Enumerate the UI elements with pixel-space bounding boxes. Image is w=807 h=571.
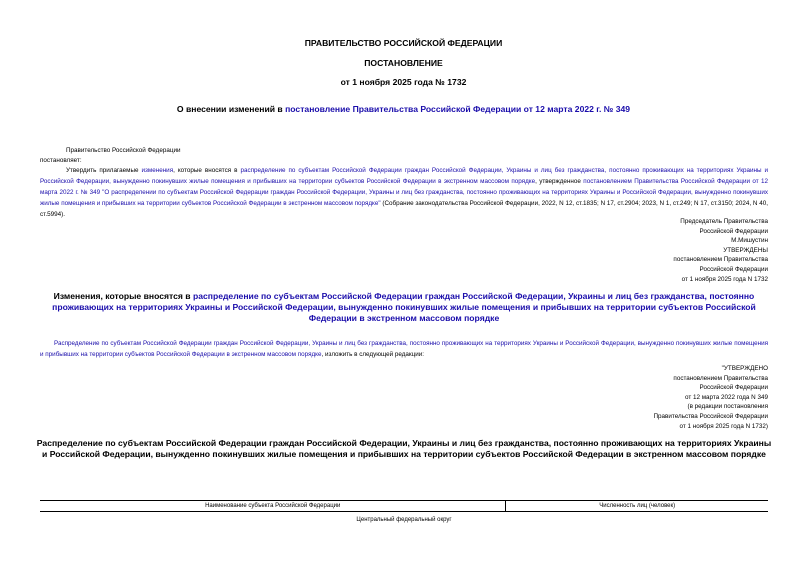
changes-paragraph — [40, 338, 768, 360]
approved-block-l7: от 1 ноября 2025 года N 1732) — [679, 422, 768, 430]
amended-act-link[interactable]: постановление Правительства Российской Федерации от 12 марта 2022 г. № 349 — [285, 104, 631, 114]
government-heading: ПРАВИТЕЛЬСТВО РОССИЙСКОЙ ФЕДЕРАЦИИ — [304, 38, 503, 48]
approved-block-l4: от 12 марта 2022 года N 349 — [684, 393, 768, 401]
main-text-4: (Собрание законодательства Российской Федерации, 2022, N 12, ст.1835; N 17, ст.2904; 2023, N 1, ст.249; N 17, ст.3150; 2024, N 40, ст.5994). — [40, 200, 768, 218]
signature-position1: Председатель Правительства — [680, 218, 768, 225]
changes-link[interactable]: изменения — [141, 167, 174, 174]
approved-block-l3: Российской Федерации — [699, 384, 768, 392]
main-text-1: Утвердить прилагаемые — [66, 167, 142, 174]
approved-label: УТВЕРЖДЕНЫ — [723, 246, 768, 254]
title-prefix: О внесении изменений в — [176, 104, 286, 114]
doc-type-heading: ПОСТАНОВЛЕНИЕ — [364, 58, 443, 68]
column-header-subject: Наименование субъекта Российской Федерации — [40, 501, 506, 512]
document-title — [0, 104, 807, 114]
approved-block — [508, 364, 768, 431]
approved-by2: Российской Федерации — [699, 265, 768, 273]
changes-paragraph-link[interactable]: Распределение по субъектам Российской Федерации граждан Российской Федерации, Украины и лиц без гражданства, постоянно проживающих на территориях Украины и Российской Федерации, вынужденно покинувших жилые помещения и прибывших на территории субъектов Российской Федерации в экстренном массовом порядке — [40, 340, 768, 358]
table-header-row — [40, 501, 768, 512]
federal-district-row: Центральный федеральный округ — [356, 517, 452, 523]
preamble-line1: Правительство Российской Федерации — [66, 147, 181, 154]
main-text-3: , утвержденное — [535, 178, 584, 185]
approved-block-l5: (в редакции постановления — [687, 403, 768, 411]
approved-date: от 1 ноября 2025 года N 1732 — [681, 275, 768, 283]
main-text-2: , которые вносятся в — [173, 167, 241, 174]
preamble-line2: постановляет: — [40, 157, 82, 164]
distribution-table — [40, 500, 768, 512]
resolution-349-link[interactable]: постановлением Правительства Российской Федерации от 12 марта 2022 г. № 349 "О распределении по субъектам Российской Федерации граждан Российской Федерации, Украины и лиц без гражданства, постоянно проживающих на территориях Украины и Российской Федерации, вынужденно покинувших жилые помещения и прибывших на территории субъектов Российской Федерации в экстренном массовом порядке" — [40, 178, 768, 207]
distribution-title: Распределение по субъектам Российской Федерации граждан Российской Федерации, Украины и лиц без гражданства, постоянно проживающих на территориях Украины и Российской Федерации, вынужденно покинувших жилые помещения и прибывших на территории субъектов Российской Федерации в экстренном массовом порядке — [36, 438, 772, 459]
signature-block — [508, 217, 768, 284]
changes-paragraph-rest: , изложить в следующей редакции: — [321, 351, 425, 358]
approved-by1: постановлением Правительства — [673, 256, 768, 264]
changes-title-link[interactable]: распределение по субъектам Российской Федерации граждан Российской Федерации, Украины и лиц без гражданства, постоянно проживающих на территориях Украины и Российской Федерации, вынужденно покинувших жилые помещения и прибывших на территории субъектов Российской Федерации в экстренном массовом порядке — [52, 291, 756, 323]
approved-block-l1: "УТВЕРЖДЕНО — [721, 365, 768, 372]
date-number-heading: от 1 ноября 2025 года № 1732 — [340, 77, 467, 87]
column-header-count: Численность лиц (человек) — [506, 501, 768, 512]
distribution-link[interactable]: распределение по субъектам Российской Федерации граждан Российской Федерации, Украины и лиц без гражданства, постоянно проживающих на территориях Украины и Российской Федерации, вынужденно покинувших жилые помещения и прибывших на территории субъектов Российской Федерации в экстренном массовом порядке — [40, 167, 768, 185]
approved-block-l2: постановлением Правительства — [673, 374, 768, 382]
changes-title — [36, 291, 772, 324]
approved-block-l6: Правительства Российской Федерации — [653, 412, 768, 420]
changes-title-prefix: Изменения, которые вносятся в — [53, 291, 193, 301]
main-paragraph — [40, 165, 768, 220]
signature-name: М.Мишустин — [731, 237, 768, 245]
signature-position2: Российской Федерации — [699, 227, 768, 235]
